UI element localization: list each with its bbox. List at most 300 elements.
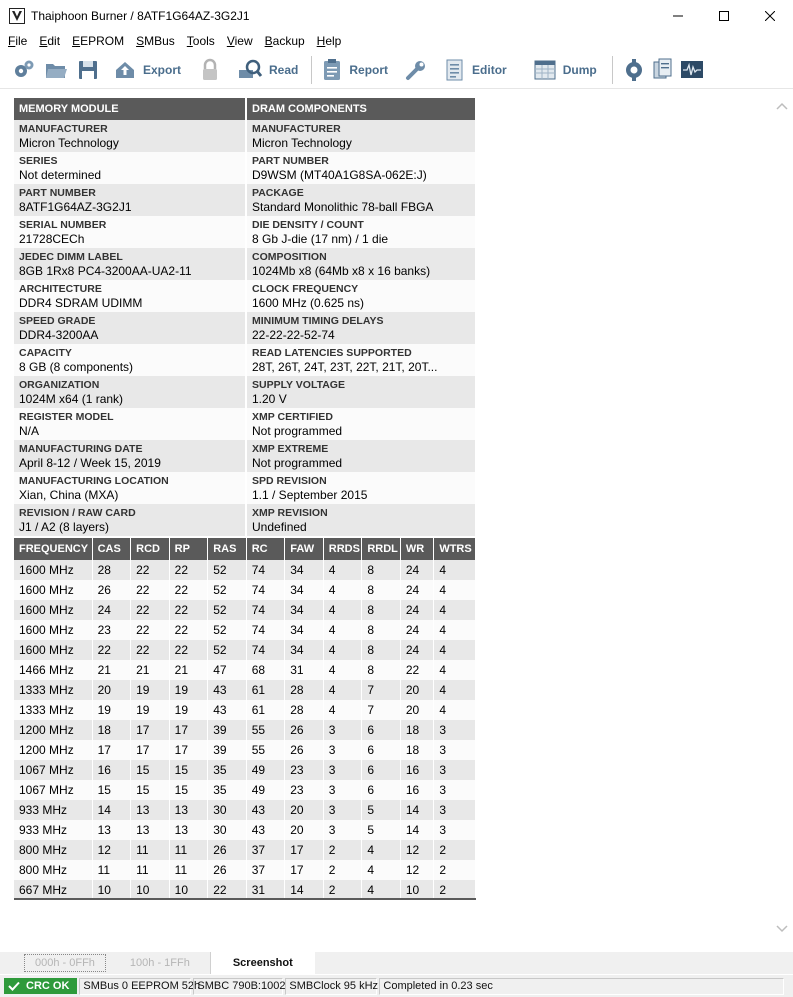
timing-cell: 17: [285, 840, 324, 860]
timing-cell: 19: [131, 700, 170, 720]
field-value: April 8-12 / Week 15, 2019: [19, 456, 161, 470]
timing-cell: 8: [362, 600, 401, 620]
timing-cell: 52: [208, 560, 247, 580]
timing-column-header: FAW: [285, 538, 324, 560]
timing-column-header: FREQUENCY: [14, 538, 92, 560]
timing-cell: 19: [169, 680, 208, 700]
timing-cell: 1600 MHz: [14, 580, 92, 600]
info-row: [14, 184, 476, 216]
timing-cell: 4: [323, 620, 362, 640]
floppy-disk-icon: [75, 57, 101, 83]
title-bar: [0, 0, 793, 31]
dump-label: Dump: [562, 63, 597, 77]
timing-cell: 933 MHz: [14, 820, 92, 840]
timing-cell: 21: [131, 660, 170, 680]
field-label: ORGANIZATION: [19, 379, 100, 391]
timing-cell: 8: [362, 660, 401, 680]
export-button[interactable]: [110, 55, 184, 85]
timing-cell: 3: [434, 740, 476, 760]
module-field: [14, 312, 246, 344]
timing-cell: 15: [92, 780, 131, 800]
timing-row: [14, 700, 476, 720]
timing-cell: 3: [323, 760, 362, 780]
menu-tools[interactable]: Tools: [186, 34, 215, 48]
timing-cell: 1200 MHz: [14, 740, 92, 760]
dump-button[interactable]: [530, 55, 600, 85]
dram-field: [246, 248, 476, 280]
field-label: SERIAL NUMBER: [19, 219, 107, 231]
timing-cell: 22: [131, 620, 170, 640]
timing-row: [14, 740, 476, 760]
field-label: PACKAGE: [252, 187, 304, 199]
module-field: [14, 216, 246, 248]
timing-cell: 37: [246, 840, 285, 860]
info-row: [14, 216, 476, 248]
timing-cell: 10: [169, 880, 208, 900]
timing-cell: 68: [246, 660, 285, 680]
gears-icon: [11, 57, 37, 83]
timing-cell: 39: [208, 720, 247, 740]
hex-grid-icon: [533, 59, 557, 81]
timing-row: [14, 780, 476, 800]
field-value: N/A: [19, 424, 40, 438]
timing-cell: 8: [362, 580, 401, 600]
tools-button[interactable]: [401, 55, 431, 85]
toolbar-separator: [612, 56, 613, 84]
timing-cell: 3: [434, 800, 476, 820]
timing-column-header: RP: [169, 538, 208, 560]
field-value: Not programmed: [252, 456, 343, 470]
toolbar: [0, 52, 793, 89]
info-row: [14, 280, 476, 312]
timing-cell: 3: [434, 760, 476, 780]
timing-cell: 52: [208, 580, 247, 600]
info-row: [14, 344, 476, 376]
field-value: 1024Mb x8 (64Mb x8 x 16 banks): [252, 264, 431, 278]
timing-row: [14, 660, 476, 680]
timing-cell: 7: [362, 680, 401, 700]
field-label: MANUFACTURING LOCATION: [19, 475, 169, 487]
field-value: Xian, China (MXA): [19, 488, 119, 502]
clipboard-icon: [321, 58, 343, 82]
field-value: 22-22-22-52-74: [252, 328, 335, 342]
timing-cell: 13: [131, 820, 170, 840]
timing-cell: 5: [362, 800, 401, 820]
module-info-panel: [14, 98, 476, 536]
scroll-up-arrow-icon[interactable]: [776, 102, 788, 110]
timing-cell: 39: [208, 740, 247, 760]
timing-cell: 1333 MHz: [14, 680, 92, 700]
timing-cell: 11: [131, 840, 170, 860]
timing-cell: 12: [400, 860, 433, 880]
timing-cell: 43: [208, 700, 247, 720]
timing-cell: 24: [92, 600, 131, 620]
timing-cell: 22: [169, 640, 208, 660]
maximize-icon: [719, 11, 729, 21]
dram-field: [246, 408, 476, 440]
timing-cell: 3: [434, 720, 476, 740]
field-value: 8GB 1Rx8 PC4-3200AA-UA2-11: [19, 264, 192, 278]
timing-cell: 6: [362, 720, 401, 740]
timing-cell: 4: [362, 860, 401, 880]
timing-cell: 52: [208, 640, 247, 660]
field-label: SPD REVISION: [252, 475, 327, 487]
timing-cell: 19: [131, 680, 170, 700]
timing-cell: 23: [285, 780, 324, 800]
field-value: DDR4-3200AA: [19, 328, 99, 342]
timing-cell: 28: [285, 700, 324, 720]
scroll-down-arrow-icon[interactable]: [776, 925, 788, 933]
timing-cell: 22: [169, 600, 208, 620]
timing-cell: 22: [169, 560, 208, 580]
timing-cell: 43: [208, 680, 247, 700]
timing-cell: 6: [362, 760, 401, 780]
field-label: MANUFACTURING DATE: [19, 443, 143, 455]
timing-cell: 17: [92, 740, 131, 760]
info-row: [14, 440, 476, 472]
timing-cell: 14: [285, 880, 324, 900]
timing-cell: 15: [131, 780, 170, 800]
timing-cell: 4: [323, 560, 362, 580]
timing-cell: 26: [285, 720, 324, 740]
timing-cell: 3: [434, 820, 476, 840]
timing-cell: 6: [362, 740, 401, 760]
timing-cell: 1333 MHz: [14, 700, 92, 720]
timing-row: [14, 560, 476, 580]
field-label: READ LATENCIES SUPPORTED: [252, 347, 412, 359]
field-value: Not determined: [19, 168, 102, 182]
timing-cell: 31: [285, 660, 324, 680]
page-tabs: [0, 952, 793, 974]
dram-field: [246, 120, 476, 152]
menu-view[interactable]: View: [226, 34, 253, 48]
minimize-icon: [673, 11, 683, 21]
module-info-table: [14, 98, 477, 536]
timing-cell: 55: [246, 720, 285, 740]
timing-cell: 52: [208, 620, 247, 640]
timing-cell: 1067 MHz: [14, 760, 92, 780]
screenshot-button[interactable]: [619, 55, 649, 85]
timing-cell: 17: [131, 740, 170, 760]
timing-cell: 16: [400, 780, 433, 800]
timing-cell: 28: [285, 680, 324, 700]
field-value: Undefined: [252, 520, 307, 534]
timing-column-header: CAS: [92, 538, 131, 560]
document-edit-icon: [444, 58, 466, 82]
timing-cell: 47: [208, 660, 247, 680]
timing-row: [14, 600, 476, 620]
smbclock-status: SMBClock 95 kHz: [285, 978, 377, 995]
timing-cell: 26: [285, 740, 324, 760]
timing-cell: 21: [92, 660, 131, 680]
timing-cell: 26: [208, 860, 247, 880]
timing-cell: 23: [285, 760, 324, 780]
module-field: [14, 472, 246, 504]
timing-cell: 11: [92, 860, 131, 880]
dram-field: [246, 312, 476, 344]
info-row: [14, 376, 476, 408]
field-label: CAPACITY: [19, 347, 72, 359]
timing-cell: 49: [246, 780, 285, 800]
timing-cell: 26: [208, 840, 247, 860]
timing-row: [14, 580, 476, 600]
timing-cell: 5: [362, 820, 401, 840]
field-label: REGISTER MODEL: [19, 411, 114, 423]
timing-cell: 8: [362, 620, 401, 640]
status-bar: [0, 975, 793, 997]
timing-row: [14, 820, 476, 840]
timing-cell: 20: [400, 680, 433, 700]
timing-cell: 4: [434, 680, 476, 700]
timing-cell: 31: [246, 880, 285, 900]
lock-button[interactable]: [196, 55, 224, 85]
timing-cell: 14: [92, 800, 131, 820]
timing-cell: 14: [400, 820, 433, 840]
timing-cell: 3: [323, 720, 362, 740]
timing-cell: 800 MHz: [14, 860, 92, 880]
timing-cell: 35: [208, 780, 247, 800]
timing-row: [14, 720, 476, 740]
field-label: SPEED GRADE: [19, 315, 96, 327]
window-title: Thaiphoon Burner / 8ATF1G64AZ-3G2J1: [31, 8, 250, 23]
field-label: MANUFACTURER: [252, 123, 341, 135]
timing-cell: 34: [285, 560, 324, 580]
field-value: 21728CECh: [19, 232, 85, 246]
wrench-icon: [404, 58, 428, 82]
minimize-button[interactable]: [655, 0, 701, 31]
settings-button[interactable]: [8, 55, 40, 85]
field-value: 1600 MHz (0.625 ns): [252, 296, 365, 310]
close-button[interactable]: [747, 0, 793, 31]
timing-cell: 26: [92, 580, 131, 600]
timing-cell: 28: [92, 560, 131, 580]
timing-cell: 19: [169, 700, 208, 720]
tab-screenshot[interactable]: Screenshot: [210, 952, 315, 974]
dram-field: [246, 504, 476, 536]
info-row: [14, 152, 476, 184]
timing-cell: 4: [434, 660, 476, 680]
timing-cell: 1067 MHz: [14, 780, 92, 800]
field-label: COMPOSITION: [252, 251, 327, 263]
timing-cell: 16: [400, 760, 433, 780]
dram-field: [246, 152, 476, 184]
field-value: DDR4 SDRAM UDIMM: [19, 296, 143, 310]
module-field: [14, 440, 246, 472]
field-value: 8ATF1G64AZ-3G2J1: [19, 200, 132, 214]
crc-status-text: CRC OK: [26, 980, 70, 992]
magnifier-chip-icon: [237, 58, 263, 82]
timing-cell: 933 MHz: [14, 800, 92, 820]
memory-module-header: MEMORY MODULE: [14, 98, 246, 120]
timing-cell: 24: [400, 560, 433, 580]
timing-cell: 11: [131, 860, 170, 880]
timing-cell: 22: [131, 600, 170, 620]
timing-cell: 2: [323, 860, 362, 880]
menu-backup[interactable]: Backup: [264, 34, 305, 48]
timing-cell: 4: [323, 600, 362, 620]
timing-cell: 22: [92, 640, 131, 660]
save-button[interactable]: [72, 55, 104, 85]
timing-cell: 11: [169, 840, 208, 860]
timing-cell: 34: [285, 580, 324, 600]
timing-row: [14, 800, 476, 820]
timing-cell: 21: [169, 660, 208, 680]
timing-cell: 18: [400, 720, 433, 740]
menu-file[interactable]: File: [8, 34, 28, 48]
timing-cell: 15: [131, 760, 170, 780]
field-label: MANUFACTURER: [19, 123, 108, 135]
timing-row: [14, 860, 476, 880]
timing-cell: 3: [323, 820, 362, 840]
report-label: Report: [349, 63, 389, 77]
timing-cell: 4: [434, 640, 476, 660]
timing-cell: 4: [323, 640, 362, 660]
timing-row: [14, 880, 476, 900]
menu-help[interactable]: Help: [316, 34, 342, 48]
timing-cell: 1600 MHz: [14, 620, 92, 640]
checkmark-icon: [8, 981, 20, 991]
camera-gear-icon: [622, 58, 646, 82]
info-row: [14, 472, 476, 504]
timing-cell: 10: [92, 880, 131, 900]
dram-field: [246, 472, 476, 504]
timing-cell: 55: [246, 740, 285, 760]
timing-cell: 61: [246, 680, 285, 700]
dram-field: [246, 344, 476, 376]
timing-cell: 3: [323, 800, 362, 820]
timing-cell: 22: [131, 640, 170, 660]
timing-column-header: WTRS: [434, 538, 476, 560]
info-row: [14, 120, 476, 152]
dram-field: [246, 184, 476, 216]
tab-100h-1ffh[interactable]: 100h - 1FFh: [129, 957, 190, 969]
timing-cell: 2: [323, 840, 362, 860]
timing-column-header: RRDS: [323, 538, 362, 560]
timing-cell: 4: [362, 840, 401, 860]
field-label: XMP REVISION: [252, 507, 328, 519]
menu-edit[interactable]: Edit: [39, 34, 61, 48]
toolbar-separator: [311, 56, 312, 84]
timing-cell: 12: [92, 840, 131, 860]
field-value: 1.1 / September 2015: [252, 488, 368, 502]
timing-cell: 74: [246, 620, 285, 640]
copy-button[interactable]: [649, 55, 677, 85]
tab-000h-0ffh[interactable]: 000h - 0FFh: [24, 954, 106, 972]
timing-cell: 4: [362, 880, 401, 900]
info-row: [14, 408, 476, 440]
menu-eeprom[interactable]: EEPROM: [72, 34, 125, 48]
timing-cell: 24: [400, 640, 433, 660]
timing-cell: 52: [208, 600, 247, 620]
timing-cell: 2: [434, 860, 476, 880]
timing-cell: 13: [131, 800, 170, 820]
timing-cell: 34: [285, 620, 324, 640]
field-label: ARCHITECTURE: [19, 283, 102, 295]
field-value: Micron Technology: [19, 136, 119, 150]
maximize-button[interactable]: [701, 0, 747, 31]
timing-cell: 12: [400, 840, 433, 860]
timing-cell: 17: [285, 860, 324, 880]
timing-cell: 15: [169, 760, 208, 780]
timing-row: [14, 680, 476, 700]
open-button[interactable]: [40, 55, 72, 85]
timing-cell: 24: [400, 600, 433, 620]
timing-cell: 800 MHz: [14, 840, 92, 860]
field-label: SUPPLY VOLTAGE: [252, 379, 345, 391]
read-button[interactable]: [234, 55, 301, 85]
timing-cell: 35: [208, 760, 247, 780]
timing-cell: 30: [208, 820, 247, 840]
field-value: 28T, 26T, 24T, 23T, 22T, 21T, 20T...: [252, 360, 438, 374]
field-label: REVISION / RAW CARD: [19, 507, 136, 519]
field-label: PART NUMBER: [252, 155, 329, 167]
monitor-button[interactable]: [677, 55, 707, 85]
timing-cell: 24: [400, 580, 433, 600]
oscilloscope-icon: [680, 59, 704, 81]
timing-cell: 4: [323, 580, 362, 600]
info-row: [14, 248, 476, 280]
menu-smbus[interactable]: SMBus: [136, 34, 175, 48]
timing-cell: 3: [323, 740, 362, 760]
timing-cell: 43: [246, 800, 285, 820]
timing-cell: 1466 MHz: [14, 660, 92, 680]
timing-cell: 17: [169, 720, 208, 740]
completion-status: Completed in 0.23 sec: [379, 978, 784, 995]
timing-column-header: RC: [246, 538, 285, 560]
timing-cell: 49: [246, 760, 285, 780]
timing-table-bottom-border: [14, 898, 476, 900]
timing-cell: 10: [131, 880, 170, 900]
timing-cell: 4: [434, 560, 476, 580]
field-label: SERIES: [19, 155, 58, 167]
close-icon: [765, 11, 775, 21]
timing-cell: 4: [434, 620, 476, 640]
timing-cell: 667 MHz: [14, 880, 92, 900]
app-logo-icon: [9, 8, 25, 24]
timing-cell: 24: [400, 620, 433, 640]
timing-cell: 74: [246, 600, 285, 620]
field-label: XMP CERTIFIED: [252, 411, 333, 423]
timing-table: [14, 538, 476, 900]
timing-cell: 4: [434, 700, 476, 720]
info-row: [14, 504, 476, 536]
timing-cell: 20: [400, 700, 433, 720]
timing-cell: 16: [92, 760, 131, 780]
timing-cell: 20: [285, 800, 324, 820]
timing-cell: 10: [400, 880, 433, 900]
report-button[interactable]: [318, 55, 391, 85]
timing-cell: 34: [285, 600, 324, 620]
timing-cell: 13: [169, 820, 208, 840]
timing-cell: 15: [169, 780, 208, 800]
field-label: MINIMUM TIMING DELAYS: [252, 315, 384, 327]
timing-cell: 74: [246, 580, 285, 600]
timing-cell: 22: [131, 580, 170, 600]
module-field: [14, 184, 246, 216]
dram-field: [246, 440, 476, 472]
crc-status-badge: [4, 978, 77, 994]
timing-cell: 3: [323, 780, 362, 800]
timing-column-header: RCD: [131, 538, 170, 560]
timing-cell: 4: [434, 600, 476, 620]
timing-column-header: WR: [400, 538, 433, 560]
timing-cell: 22: [169, 580, 208, 600]
timing-cell: 23: [92, 620, 131, 640]
timing-cell: 37: [246, 860, 285, 880]
timing-cell: 2: [434, 880, 476, 900]
editor-button[interactable]: [441, 55, 510, 85]
module-field: [14, 280, 246, 312]
